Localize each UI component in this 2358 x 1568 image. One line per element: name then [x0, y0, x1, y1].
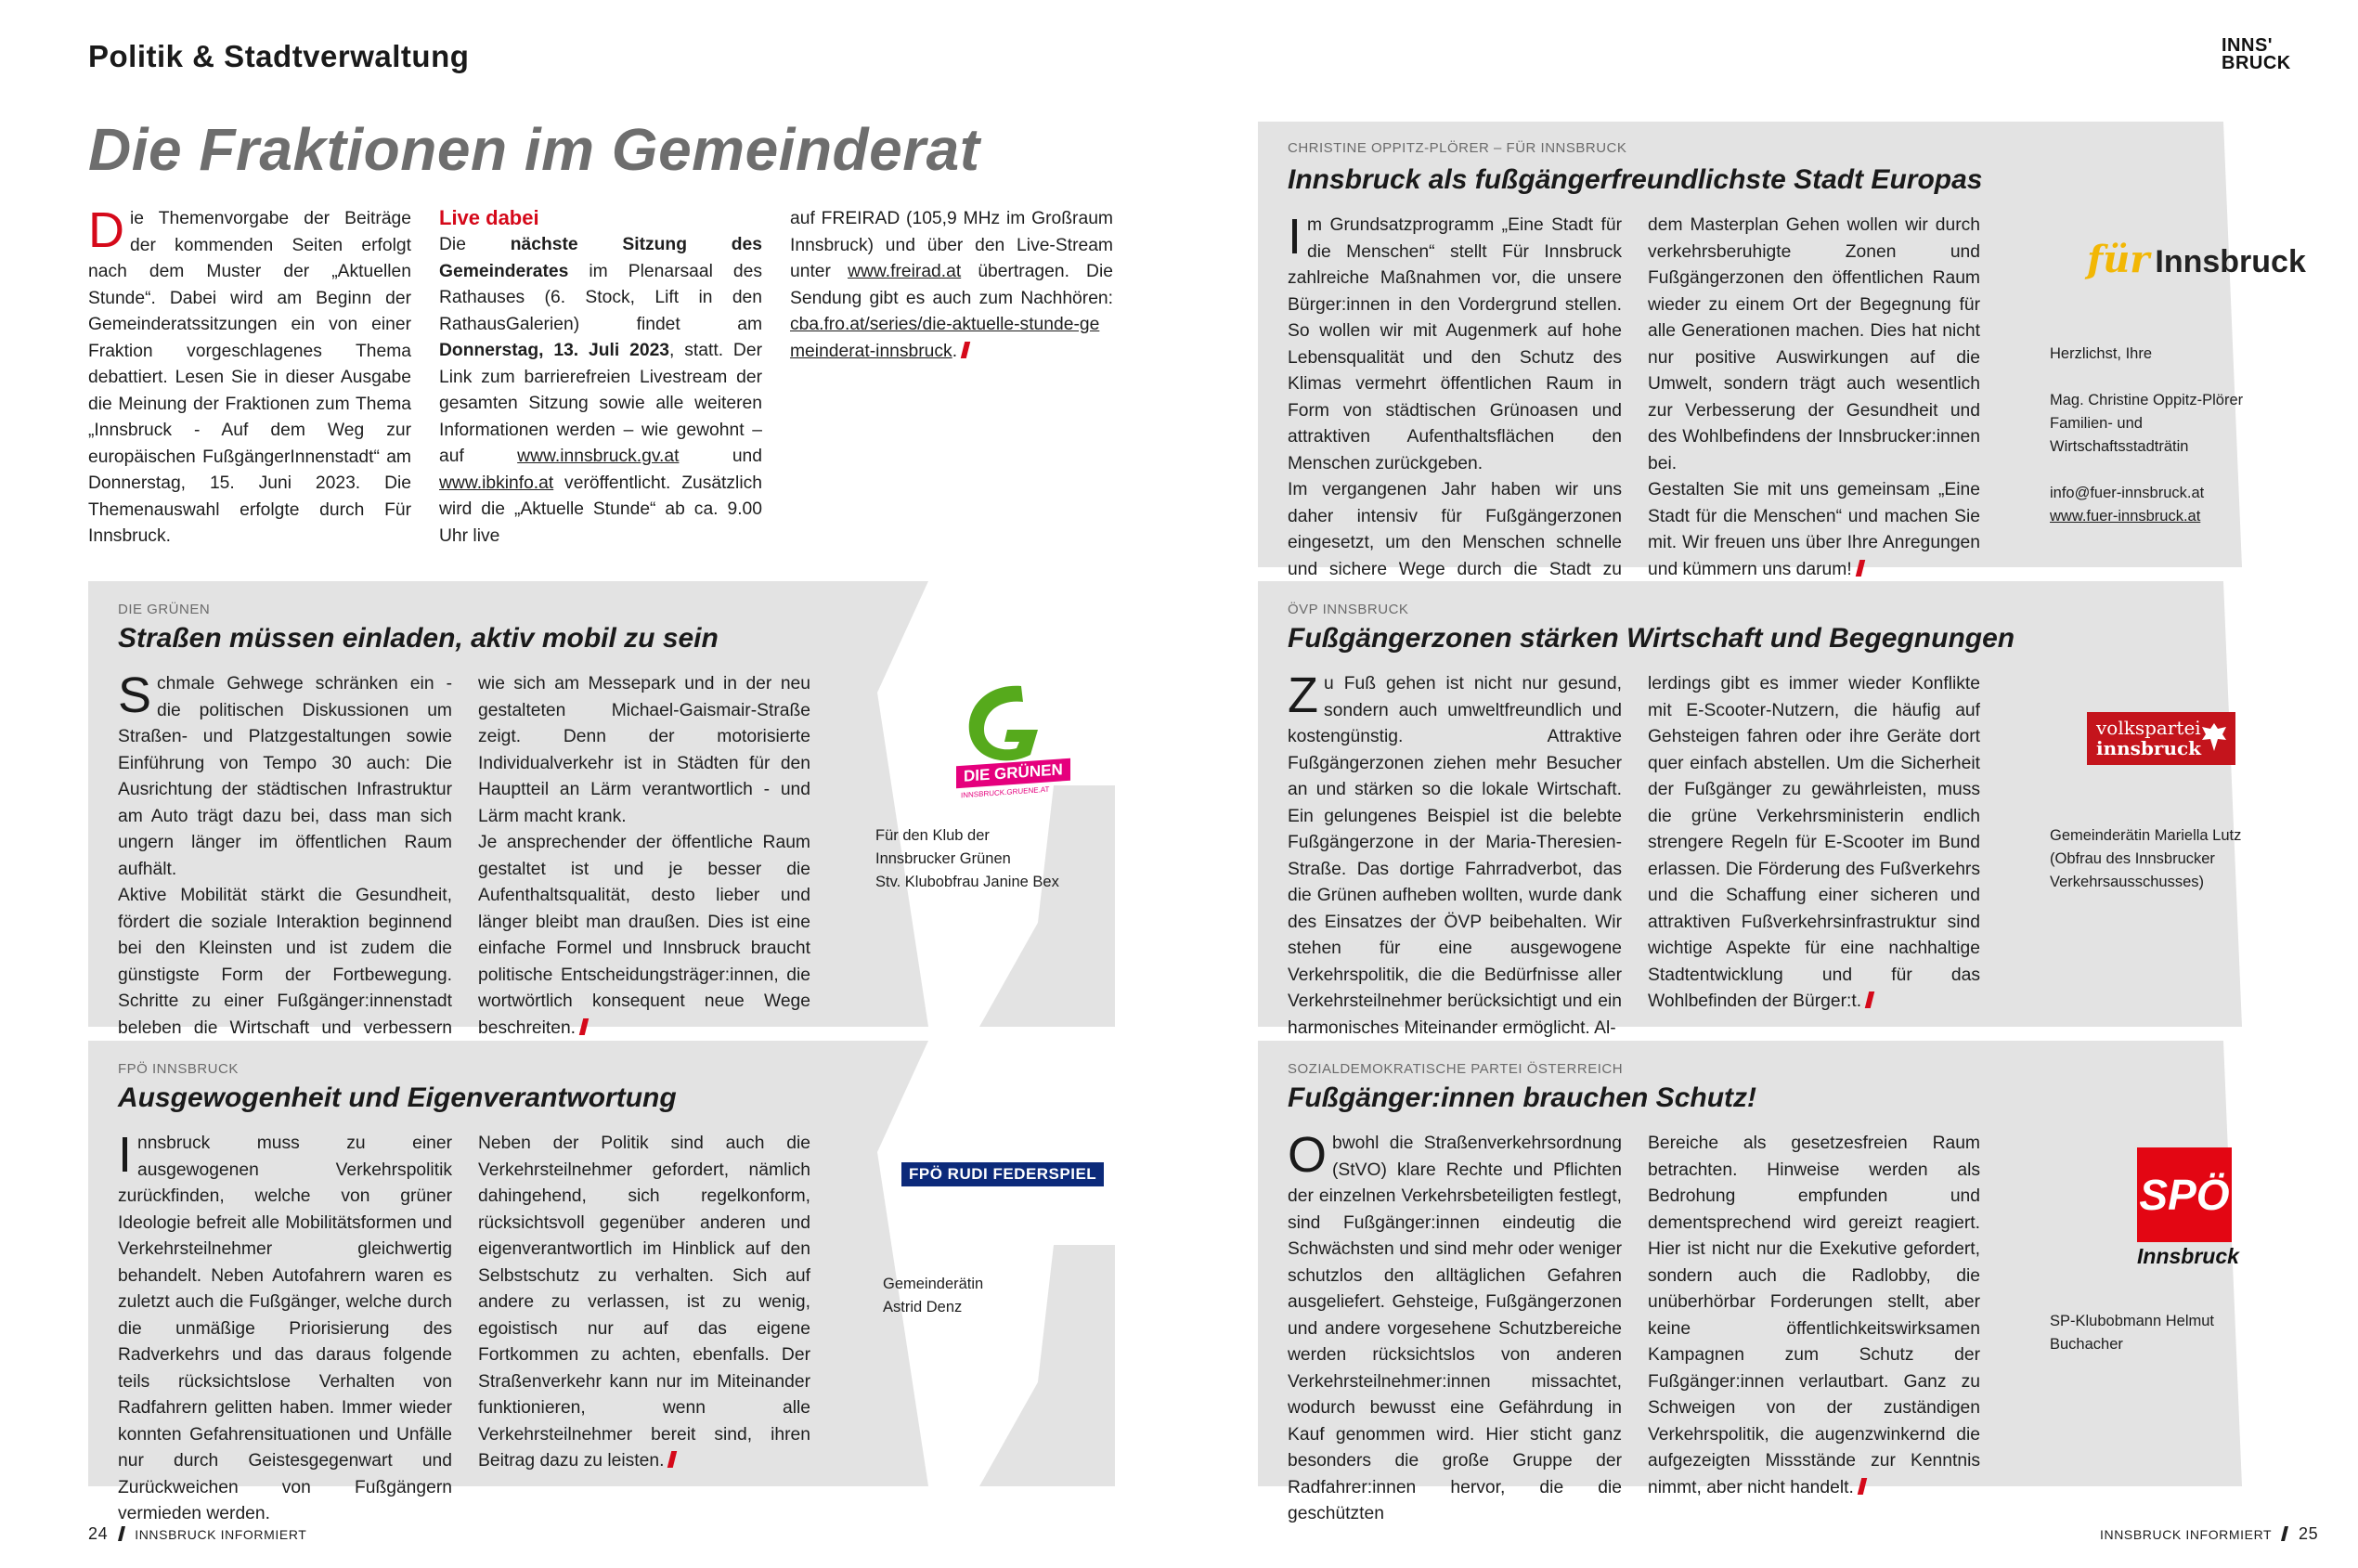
intro-col-3: auf FREIRAD (105,9 MHz im Großraum Innsbruck) und über den Live-Stream unter www.freirad.at übertragen. Die Sendung gibt es auch zum Nachhören: cba.fro.at/series/die-aktuelle-stunde-gemeinderat-innsbruck. [790, 209, 1113, 361]
volkspartei-logo: volkspartei innsbruck [2087, 712, 2235, 765]
link-freirad[interactable]: www.freirad.at [848, 262, 962, 281]
article-col-1: Schmale Gehwege schränken ein - die politischen Diskussionen um Straßen- und Platzgestaltungen sowie Einführung von Tempo 30 auch: Die Ausrichtung der städtischen Infrastruktur am Auto trägt dazu bei, dass man sich ungern länger im öffentlichen Raum aufhält. Aktive Mobilität stärkt die Gesundheit, fördert die soziale Interaktion beginnend bei den Kleinsten und ist zudem die günstigste Form der Fortbewegung. Schritte zu einer Fußgänger:innenstadt beleben die Wirtschaft und verbessern [118, 667, 452, 1038]
article-col-1: Innsbruck muss zu einer ausgewogenen Verkehrspolitik zurückfinden, welche von grüner Ideologie befreit alle Mobilitätsformen und Verkehrsteilnehmer gleichwertig behandelt. Neben Autofahrern waren es zuletzt auch die Fußgänger, welche durch die unmäßige Priorisierung des Radverkehrs und das daraus folgende teils rücksichtslose Verhalten von Radfahrern gelitten haben. Immer wieder konnten Gefahrensituationen und Unfälle nur durch Geistesgegenwart und Zurückweichen von Fußgängern vermieden werden. [118, 1127, 452, 1523]
signature: Gemeinderätin Astrid Denz [883, 1276, 984, 1315]
web-link[interactable]: www.fuer-innsbruck.at [2050, 508, 2201, 525]
article-col-1: Im Grundsatzprogramm „Eine Stadt für die Menschen“ stellt Für Innsbruck zahlreiche Maßnahmen vor, die unsere Bürger:innen in den Vordergrund stellen. So wollen wir mit Augenmerk auf hohe Lebensqualität und den Schutz des Klimas vermehrt öffentlichen Raum in Form von städtischen Grünoasen und attraktiven Aufenthaltsflächen den Menschen zurückgeben. Im vergangenen Jahr haben wir uns daher intensiv für Fußgängerzonen eingesetzt, um den Menschen schnelle und sichere Wege durch die Stadt zu [1288, 209, 1622, 579]
end-mark [1858, 1478, 1867, 1495]
page-number-right: 25 [2298, 1524, 2319, 1543]
footer-right: INNSBRUCK INFORMIERT 25 [2100, 1524, 2319, 1543]
intro-col-2: Live dabei Die nächste Sitzung des Gemeinderates im Plenarsaal des Rathauses (6. Stock, Lift in den RathausGalerien) findet am Donnerstag, 13. Juli 2023, statt. Der Link zum barrierefreien Livestream der gesamten Sitzung sowie alle weiteren Informationen werden – wie gewohnt – auf www.innsbruck.gv.at und www.ibkinfo.at veröffentlicht. Zusätzlich wird die „Aktuelle Stunde“ ab ca. 9.00 Uhr live [439, 206, 762, 546]
dropcap: D [88, 202, 124, 258]
footer-divider [2281, 1526, 2288, 1541]
footer-left: 24 INNSBRUCK INFORMIERT [88, 1524, 307, 1543]
signature: Herzlichst, Ihre Mag. Christine Oppitz-Plörer Familien- und Wirtschaftsstadträtin info@fuer-innsbruck.at www.fuer-innsbruck.at [2050, 343, 2263, 528]
article-col-1: Zu Fuß gehen ist nicht nur gesund, sondern auch umweltfreundlich und kostengünstig. Attraktive Fußgängerzonen ziehen mehr Besucher an und stärken so die lokale Wirtschaft. Ein gelungenes Beispiel ist die belebte Fußgängerzone in der Maria-Theresien-Straße. Das dortige Fahrradverbot, das die Grünen aufheben wollten, wurde dank des Einsatzes der ÖVP beibehalten. Wir stehen für eine ausgewogene Verkehrspolitik, die die Bedürfnisse aller Verkehrsteilnehmer berücksichtigt und ein harmonisches Miteinander ermöglicht. Al- [1288, 667, 1622, 1038]
kicker: SOZIALDEMOKRATISCHE PARTEI ÖSTERREICH [1288, 1061, 1624, 1077]
innsbruck-logo: INNS' BRUCK [2222, 35, 2291, 73]
article-col-2: wie sich am Messepark und in der neu gestalteten Michael-Gaismair-Straße zeigt. Denn der motorisierte Individualverkehr ist in Städten für den Hauptteil an Lärm verantwortlich - und Lärm macht krank. Je ansprechender der öffentliche Raum gestaltet ist und je besser die Aufenthaltsqualität, desto lieber und länger bleibt man draußen. Dies ist eine einfache Formel und Innsbruck braucht politische Entscheidungsträger:innen, die wortwörtlich konsequent neue Wege beschreiten. [478, 674, 810, 1038]
gruene-logo: DIE GRÜNEN INNSBRUCK.GRUENE.AT [956, 679, 1095, 799]
article-fuer-innsbruck [1258, 122, 2306, 579]
live-heading: Live dabei [439, 206, 539, 229]
article-title: Straßen müssen einladen, aktiv mobil zu sein [118, 623, 719, 654]
intro-col-1: Die Themenvorgabe der Beiträge der kommenden Seiten erfolgt nach dem Muster der „Aktuellen Stunde“. Dabei wird am Beginn der Gemeinderatssitzungen ein von einer Fraktion vorgeschlagenes Thema debattiert. Lesen Sie in dieser Ausgabe die Meinung der Fraktionen zum Thema „Innsbruck - Auf dem Weg zur europäischen FußgängerInnenstadt“ am Donnerstag, 15. Juni 2023. Die Themenauswahl erfolgte durch Für Innsbruck. [88, 202, 411, 546]
article-gruene [88, 581, 1115, 1038]
end-mark [961, 342, 970, 358]
article-col-2: Neben der Politik sind auch die Verkehrsteilnehmer gefordert, nämlich dahingehend, sich regelkonform, rücksichtsvoll gegenüber anderen und eigenverantwortlich im Hinblick auf den Selbstschutz zu verhalten. Sich auf andere zu verlassen, ist zu wenig, egoistisch nur auf das eigene Fortkommen zu achten, ebenfalls. Der Straßenverkehr kann nur im Miteinander funktionieren, wenn alle Verkehrsteilnehmer bereit sind, ihren Beitrag dazu zu leisten. [478, 1134, 810, 1471]
article-col-2: dem Masterplan Gehen wollen wir durch verkehrsberuhigte Zonen und Fußgängerzonen den öffentlichen Raum wieder zu einem Ort der Begegnung für alle Generationen machen. Dies hat nicht nur positive Auswirkungen auf die Umwelt, sondern trägt auch wesentlich zur Verbesserung der Gesundheit und des Wohlbefindens der Innsbrucker:innen bei. Gestalten Sie mit uns gemeinsam „Eine Stadt für die Menschen“ und machen Sie mit. Wir freuen uns über Ihre Anregungen und kümmern uns darum! [1648, 215, 1980, 579]
article-col-2: Bereiche als gesetzesfreien Raum betrachten. Hinweise werden als Bedrohung empfunden und dementsprechend wird gereizt reagiert. Hier ist nicht nur die Exekutive gefordert, sondern auch die Radlobby, die unüberhörbar Forderungen stellt, aber keine öffentlichkeitswirksamen Kampagnen zum Schutz der Fußgänger:innen verlautbart. Ganz zu Schweigen von der zuständigen Verkehrspolitik, die augenzwinkernd die aufgezeigten Missstände zur Kenntnis nimmt, aber nicht handelt. [1648, 1134, 1980, 1497]
article-fpoe [88, 1041, 1115, 1523]
end-mark [667, 1451, 677, 1468]
eagle-icon [2200, 721, 2228, 753]
section-heading: Politik & Stadtverwaltung [88, 39, 470, 73]
kicker: ÖVP INNSBRUCK [1288, 602, 1409, 617]
article-title: Fußgänger:innen brauchen Schutz! [1288, 1082, 1757, 1113]
link-ibkinfo[interactable]: www.ibkinfo.at [439, 473, 554, 493]
gruene-g-icon [956, 679, 1058, 771]
end-mark [1865, 991, 1874, 1008]
article-title: Ausgewogenheit und Eigenverantwortung [118, 1082, 677, 1113]
signature: Gemeinderätin Mariella Lutz (Obfrau des Innsbrucker Verkehrsausschusses) [2050, 827, 2242, 890]
link-innsbruck[interactable]: www.innsbruck.gv.at [517, 447, 680, 466]
kicker: DIE GRÜNEN [118, 602, 211, 617]
end-mark [1855, 560, 1864, 577]
signature: Für den Klub der Innsbrucker Grünen Stv. Klubobfrau Janine Bex [875, 827, 1059, 890]
footer-divider [118, 1526, 125, 1541]
article-col-2: lerdings gibt es immer wieder Konflikte mit E-Scooter-Nutzern, die häufig auf Gehsteigen fahren oder ihre Geräte dort quer einfach abstellen. Um die Sicherheit der Fußgänger zu gewährleisten, muss die grüne Verkehrsministerin endlich strengere Regeln für E-Scooter im Bund erlassen. Die Förderung des Fußverkehrs und die Schaffung einer sicheren und attraktiven Fußverkehrsinfrastruktur sind wichtige Aspekte für eine nachhaltige Stadtentwicklung und für das Wohlbefinden der Bürger:t. [1648, 674, 1980, 1011]
article-title: Fußgängerzonen stärken Wirtschaft und Begegnungen [1288, 623, 2015, 654]
article-title: Innsbruck als fußgängerfreundlichste Stadt Europas [1288, 164, 1983, 195]
link-cba[interactable]: cba.fro.at/series/die-aktuelle-stunde-gemeinderat-innsbruck [790, 315, 1100, 361]
kicker: CHRISTINE OPPITZ-PLÖRER – FÜR INNSBRUCK [1288, 140, 1627, 156]
fpoe-logo: FPÖ RUDI FEDERSPIEL [901, 1162, 1104, 1186]
spoe-logo: SPÖ Innsbruck [2137, 1147, 2239, 1269]
article-col-1: Obwohl die Straßenverkehrsordnung (StVO) klare Rechte und Pflichten der einzelnen Verkehrsbeteiligten festlegt, sind Fußgänger:innen eindeutig die Schwächsten und sind mehr oder weniger schutzlos den alltäglichen Gefahren ausgeliefert. Gehsteige, Fußgängerzonen und andere vorgesehene Schutzbereiche werden rücksichtslos von anderen Verkehrsteilnehmer:innen missachtet, wodurch bewusst eine Gefährdung in Kauf genommen wird. Hier sticht ganz besonders die große Gruppe der Radfahrer:innen hervor, die die geschützten [1288, 1127, 1622, 1523]
signature: SP-Klubobmann Helmut Buchacher [2050, 1313, 2215, 1353]
kicker: FPÖ INNSBRUCK [118, 1061, 239, 1077]
end-mark [579, 1018, 589, 1035]
article-spoe [1258, 1041, 2288, 1523]
page-number-left: 24 [88, 1524, 109, 1543]
fuer-innsbruck-logo: für Innsbruck [2087, 238, 2306, 281]
article-oevp [1258, 581, 2288, 1038]
email-link[interactable]: info@fuer-innsbruck.at [2050, 485, 2205, 501]
page-title: Die Fraktionen im Gemeinderat [88, 116, 980, 183]
